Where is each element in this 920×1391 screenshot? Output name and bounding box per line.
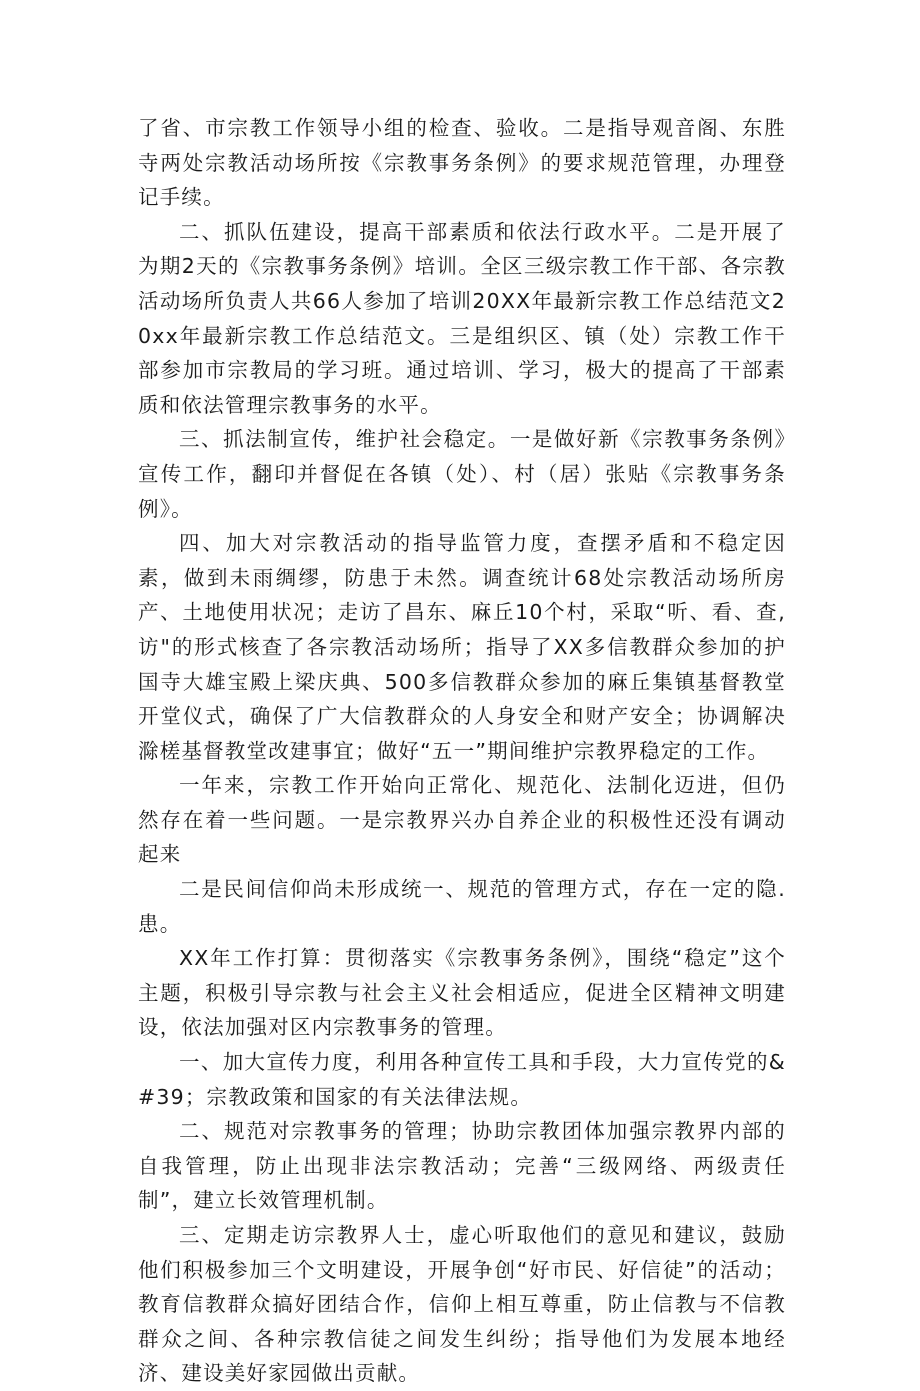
paragraph-8: 一、加大宣传力度，利用各种宣传工具和手段，大力宣传党的&#39；宗教政策和国家的有关法律法规。 (138, 1050, 786, 1109)
paragraph-2: 二、抓队伍建设，提高干部素质和依法行政水平。二是开展了为期2天的《宗教事务条例》培训。全区三级宗教工作干部、各宗教活动场所负责人共66人参加了培训20XX年最新宗教工作总结范文20xx年最新宗教工作总结范文。三是组织区、镇（处）宗教工作干部参加市宗教局的学习班。通过培训、学习，极大的提高了干部素质和依法管理宗教事务的水平。 (138, 219, 786, 417)
paragraph-4: 四、加大对宗教活动的指导监管力度，查摆矛盾和不稳定因素，做到未雨绸缪，防患于未然。调查统计68处宗教活动场所房产、土地使用状况；走访了昌东、麻丘10个村，采取“听、看、查,访"的形式核查了各宗教活动场所；指导了XX多信教群众参加的护国寺大雄宝殿上梁庆典、500多信教群众参加的麻丘集镇基督教堂开堂仪式，确保了广大信教群众的人身安全和财产安全；协调解决滁槎基督教堂改建事宜；做好“五一”期间维护宗教界稳定的工作。 (138, 531, 786, 763)
paragraph-5: 一年来，宗教工作开始向正常化、规范化、法制化迈进，但仍然存在着一些问题。一是宗教界兴办自养企业的积极性还没有调动起来 (138, 773, 786, 867)
paragraph-9: 二、规范对宗教事务的管理；协助宗教团体加强宗教界内部的自我管理，防止出现非法宗教活动；完善“三级网络、两级责任制”，建立长效管理机制。 (138, 1119, 786, 1213)
paragraph-10: 三、定期走访宗教界人士，虚心听取他们的意见和建议，鼓励他们积极参加三个文明建设，开展争创“好市民、好信徒”的活动；教育信教群众搞好团结合作，信仰上相互尊重，防止信教与不信教群众之间、各种宗教信徒之间发生纠纷；指导他们为发展本地经济、建设美好家园做出贡献。 (138, 1223, 786, 1386)
paragraph-3: 三、抓法制宣传，维护社会稳定。一是做好新《宗教事务条例》宣传工作，翻印并督促在各镇（处）、村（居）张贴《宗教事务条例》。 (138, 427, 786, 521)
document-body (138, 111, 786, 1391)
paragraph-1: 了省、市宗教工作领导小组的检查、验收。二是指导观音阁、东胜寺两处宗教活动场所按《宗教事务条例》的要求规范管理，办理登记手续。 (138, 116, 786, 210)
paragraph-7: XX年工作打算：贯彻落实《宗教事务条例》，围绕“稳定”这个主题，积极引导宗教与社会主义社会相适应，促进全区精神文明建设，依法加强对区内宗教事务的管理。 (138, 946, 786, 1040)
paragraph-6: 二是民间信仰尚未形成统一、规范的管理方式，存在一定的隐.患。 (138, 877, 786, 936)
